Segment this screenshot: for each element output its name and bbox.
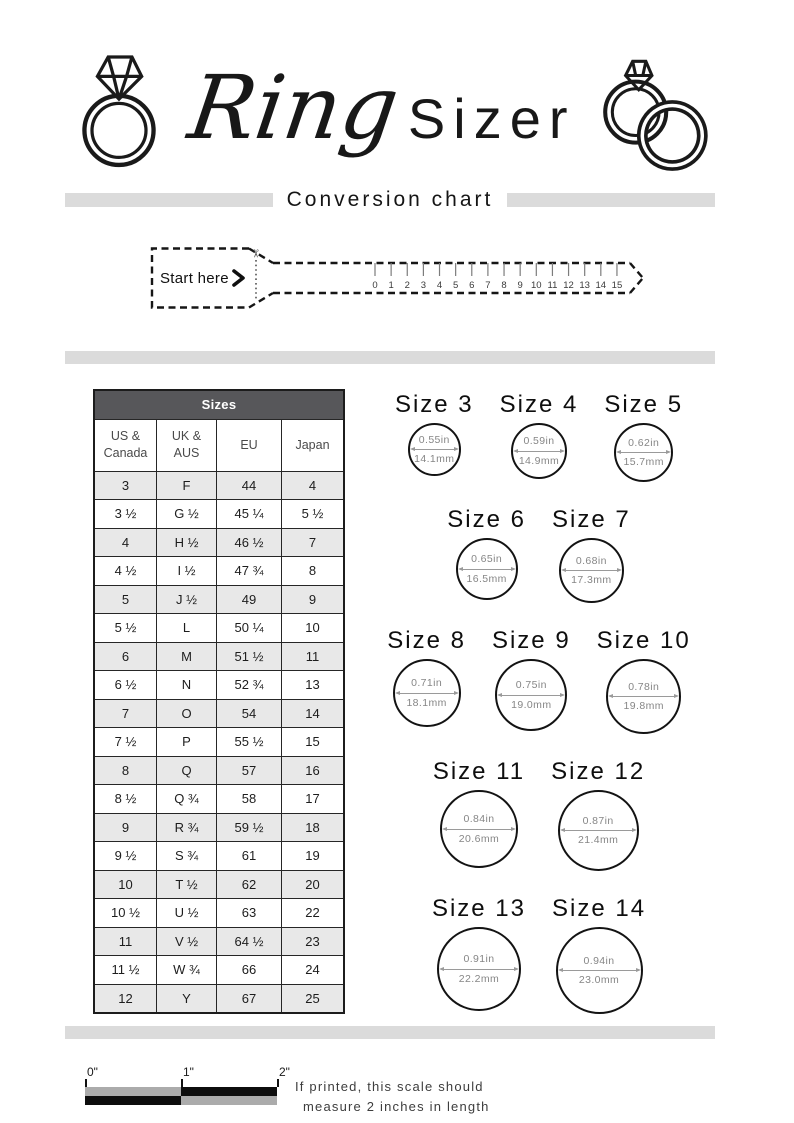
table-cell: 3 ½ <box>94 500 157 529</box>
ruler-ticks <box>372 263 622 291</box>
scale-tick-2 <box>277 1079 279 1087</box>
table-row <box>94 728 344 757</box>
ring-size-circle <box>511 423 567 479</box>
diameter-arrow-icon <box>458 567 516 572</box>
ring-size-label: Size 7 <box>552 506 631 533</box>
size-circle-row <box>363 391 715 482</box>
ruler-number: 2 <box>404 280 410 291</box>
scale-tick-1 <box>181 1079 183 1087</box>
sizer-taper-bottom <box>249 293 273 308</box>
ring-size-item <box>387 627 466 727</box>
table-cell: F <box>157 471 217 500</box>
subtitle-row <box>65 188 715 212</box>
ring-size-item <box>432 895 526 1011</box>
table-cell: 7 <box>282 528 345 557</box>
table-cell: 11 <box>94 927 157 956</box>
diameter-mm: 15.7mm <box>623 456 664 468</box>
table-cell: P <box>157 728 217 757</box>
ring-size-circle <box>556 927 643 1014</box>
diameter-arrow-icon <box>442 827 516 832</box>
ring-size-circle <box>408 423 461 476</box>
note-line-2: measure 2 inches in length <box>303 1098 490 1114</box>
table-cell: 5 ½ <box>282 500 345 529</box>
print-scale <box>85 1065 715 1116</box>
table-cell: 59 ½ <box>217 813 282 842</box>
table-cell: 49 <box>217 585 282 614</box>
table-row <box>94 500 344 529</box>
ring-size-circle <box>606 659 681 734</box>
ring-size-item <box>552 506 631 603</box>
table-row <box>94 557 344 586</box>
ring-size-label: Size 13 <box>431 895 526 922</box>
ring-size-label: Size 9 <box>491 627 571 654</box>
table-cell: G ½ <box>157 500 217 529</box>
ruler-number: 15 <box>611 280 623 291</box>
ring-size-item <box>433 758 525 868</box>
table-cell: 45 ¼ <box>217 500 282 529</box>
table-cell: T ½ <box>157 870 217 899</box>
table-cell: 20 <box>282 870 345 899</box>
table-cell: 17 <box>282 785 345 814</box>
subtitle-bar-right <box>507 193 715 207</box>
table-cell: 58 <box>217 785 282 814</box>
table-row <box>94 956 344 985</box>
ring-size-circle <box>614 423 673 482</box>
title-text: Sizer <box>407 87 576 150</box>
table-cell: 14 <box>282 699 345 728</box>
table-cell: 7 ½ <box>94 728 157 757</box>
table-cell: 5 <box>94 585 157 614</box>
ring-size-label: Size 10 <box>596 627 691 654</box>
diameter-inches: 0.78in <box>628 680 660 693</box>
table-cell: 15 <box>282 728 345 757</box>
table-row <box>94 899 344 928</box>
table-cell: L <box>157 614 217 643</box>
table-cell: I ½ <box>157 557 217 586</box>
ring-size-label: Size 6 <box>447 506 526 533</box>
table-cell: 67 <box>217 984 282 1013</box>
ring-size-item <box>492 627 571 731</box>
title-script: Ring <box>183 56 406 159</box>
table-cell: 24 <box>282 956 345 985</box>
ruler-number: 0 <box>372 280 378 291</box>
table-cell: Q ¾ <box>157 785 217 814</box>
table-cell: 50 ¼ <box>217 614 282 643</box>
diameter-mm: 19.8mm <box>623 700 664 712</box>
table-row <box>94 785 344 814</box>
table-cell: 52 ¾ <box>217 671 282 700</box>
diameter-inches: 0.68in <box>575 554 607 567</box>
table-cell: 6 <box>94 642 157 671</box>
scale-label-1in: 1" <box>183 1065 194 1079</box>
diameter-arrow-icon <box>561 568 622 573</box>
chevron-right-icon <box>234 271 243 285</box>
table-cell: J ½ <box>157 585 217 614</box>
table-cell: 54 <box>217 699 282 728</box>
table-header-row <box>94 419 344 471</box>
table-cell: W ¾ <box>157 956 217 985</box>
diameter-inches: 0.84in <box>463 813 495 826</box>
diameter-mm: 22.2mm <box>458 972 500 985</box>
table-cell: 63 <box>217 899 282 928</box>
ruler-number: 10 <box>531 280 542 291</box>
interlocked-rings-icon <box>593 43 715 173</box>
table-cell: 44 <box>217 471 282 500</box>
diameter-mm: 14.1mm <box>414 453 455 465</box>
scale-segment <box>181 1087 277 1096</box>
scale-bar <box>85 1087 277 1105</box>
scale-segment <box>181 1096 277 1105</box>
col-us-canada: US & Canada <box>94 419 157 471</box>
table-cell: 10 ½ <box>94 899 157 928</box>
diameter-mm: 19.0mm <box>511 698 552 711</box>
diameter-arrow-icon <box>410 447 459 452</box>
table-cell: 66 <box>217 956 282 985</box>
table-cell: H ½ <box>157 528 217 557</box>
table-cell: 57 <box>217 756 282 785</box>
table-row <box>94 984 344 1013</box>
diameter-inches: 0.55in <box>418 433 450 446</box>
table-cell: 16 <box>282 756 345 785</box>
ring-sizer-tool <box>150 246 715 315</box>
ruler-number: 4 <box>436 280 443 291</box>
table-cell: R ¾ <box>157 813 217 842</box>
table-cell: 8 <box>282 557 345 586</box>
scale-label-2in: 2" <box>279 1065 290 1079</box>
size-circle-row <box>363 506 715 603</box>
table-cell: 8 ½ <box>94 785 157 814</box>
ruler-number: 6 <box>469 280 475 291</box>
diameter-inches: 0.87in <box>582 814 614 827</box>
diameter-arrow-icon <box>608 694 679 699</box>
ruler-number: 9 <box>517 280 523 291</box>
ruler-number: 13 <box>579 280 590 291</box>
ring-size-label: Size 14 <box>552 895 647 922</box>
ring-size-circle <box>559 538 624 603</box>
diameter-inches: 0.94in <box>583 954 615 967</box>
diameter-mm: 17.3mm <box>571 574 612 586</box>
table-row <box>94 842 344 871</box>
diameter-mm: 14.9mm <box>518 454 560 467</box>
diameter-inches: 0.65in <box>471 553 503 566</box>
ring-size-circle <box>558 790 639 871</box>
ruler-number: 14 <box>595 280 607 291</box>
table-cell: 11 <box>282 642 345 671</box>
table-cell: 4 <box>94 528 157 557</box>
ring-size-label: Size 12 <box>551 758 646 785</box>
table-row <box>94 614 344 643</box>
sizer-arrow-tip <box>630 263 643 293</box>
table-cell: 8 <box>94 756 157 785</box>
ring-size-label: Size 3 <box>394 391 474 418</box>
table-cell: N <box>157 671 217 700</box>
size-conversion-table <box>93 389 345 1014</box>
ring-size-label: Size 5 <box>604 391 684 418</box>
divider-bar-top <box>65 351 715 364</box>
ring-size-item <box>597 627 691 734</box>
header <box>65 34 715 182</box>
table-cell: 22 <box>282 899 345 928</box>
table-cell: S ¾ <box>157 842 217 871</box>
scale-assembly <box>85 1065 290 1107</box>
diameter-mm: 20.6mm <box>458 832 500 845</box>
diameter-mm: 18.1mm <box>406 696 447 709</box>
note-line-1: If printed, this scale should <box>295 1079 484 1094</box>
ring-size-circle <box>456 538 518 600</box>
diameter-arrow-icon <box>395 691 459 696</box>
divider-bar-bottom <box>65 1026 715 1039</box>
table-row <box>94 870 344 899</box>
table-row <box>94 642 344 671</box>
table-cell: 11 ½ <box>94 956 157 985</box>
ring-size-item <box>552 895 646 1014</box>
ring-sizer-drawing <box>150 246 645 310</box>
table-cell: Q <box>157 756 217 785</box>
scale-tick-0 <box>85 1079 87 1087</box>
table-cell: 13 <box>282 671 345 700</box>
table-cell: 55 ½ <box>217 728 282 757</box>
table-cell: 46 ½ <box>217 528 282 557</box>
ring-size-circle <box>437 927 521 1011</box>
table-cell: 19 <box>282 842 345 871</box>
main-content <box>65 389 715 1014</box>
table-cell: 4 ½ <box>94 557 157 586</box>
ruler-number: 12 <box>563 280 574 291</box>
table-cell: 23 <box>282 927 345 956</box>
table-cell: 10 <box>94 870 157 899</box>
scale-segment <box>85 1096 181 1105</box>
table-row <box>94 528 344 557</box>
ruler-number: 1 <box>388 280 394 291</box>
table-cell: 62 <box>217 870 282 899</box>
subtitle-bar-left <box>65 193 273 207</box>
table-row <box>94 699 344 728</box>
table-row <box>94 813 344 842</box>
table-cell: 10 <box>282 614 345 643</box>
table-cell: 64 ½ <box>217 927 282 956</box>
diameter-mm: 21.4mm <box>577 834 619 846</box>
diameter-arrow-icon <box>616 450 671 455</box>
page <box>65 0 715 1116</box>
col-japan: Japan <box>282 419 345 471</box>
ring-size-item <box>500 391 579 479</box>
ring-size-circle <box>440 790 518 868</box>
diameter-arrow-icon <box>558 968 641 973</box>
scale-label-0in: 0" <box>87 1065 98 1079</box>
ring-size-label: Size 4 <box>499 391 579 418</box>
print-scale-note <box>295 1065 490 1116</box>
diameter-mm: 23.0mm <box>578 974 620 986</box>
table-cell: 51 ½ <box>217 642 282 671</box>
table-cell: 7 <box>94 699 157 728</box>
diameter-inches: 0.59in <box>523 435 555 448</box>
ruler-number: 7 <box>485 280 491 291</box>
ring-size-circle <box>495 659 567 731</box>
ruler-number: 5 <box>453 280 459 291</box>
size-circle-row <box>363 895 715 1014</box>
scissors-icon: ✂ <box>249 249 261 259</box>
table-cell: U ½ <box>157 899 217 928</box>
table-cell: 3 <box>94 471 157 500</box>
diameter-arrow-icon <box>497 693 565 698</box>
ruler-number: 8 <box>501 280 507 291</box>
table-cell: 9 <box>282 585 345 614</box>
table-cell: 18 <box>282 813 345 842</box>
table-cell: M <box>157 642 217 671</box>
table-row <box>94 471 344 500</box>
diameter-mm: 16.5mm <box>466 572 507 585</box>
table-row <box>94 671 344 700</box>
scale-segment <box>85 1087 181 1096</box>
table-cell: 9 <box>94 813 157 842</box>
ring-size-item <box>551 758 645 871</box>
size-circle-row <box>363 627 715 734</box>
diameter-arrow-icon <box>439 967 519 972</box>
table-cell: 61 <box>217 842 282 871</box>
size-circle-row <box>363 758 715 871</box>
ruler-number: 11 <box>547 280 558 291</box>
size-circles <box>345 389 715 1014</box>
diameter-inches: 0.71in <box>411 677 443 690</box>
table-cell: O <box>157 699 217 728</box>
table-cell: 47 ¾ <box>217 557 282 586</box>
table-cell: 5 ½ <box>94 614 157 643</box>
table-cell: 6 ½ <box>94 671 157 700</box>
table-cell: 12 <box>94 984 157 1013</box>
table-cell: 9 ½ <box>94 842 157 871</box>
ruler-number: 3 <box>420 280 427 291</box>
subtitle: Conversion chart <box>286 188 494 211</box>
ring-size-item <box>447 506 526 600</box>
start-here-label: Start here <box>160 270 229 287</box>
diameter-inches: 0.91in <box>463 953 495 966</box>
table-cell: V ½ <box>157 927 217 956</box>
col-uk-aus: UK & AUS <box>157 419 217 471</box>
ring-size-label: Size 8 <box>387 627 466 654</box>
table-cell: 25 <box>282 984 345 1013</box>
diameter-arrow-icon <box>560 828 637 833</box>
table-cell: Y <box>157 984 217 1013</box>
table-row <box>94 756 344 785</box>
col-eu: EU <box>217 419 282 471</box>
ring-size-circle <box>393 659 461 727</box>
diameter-arrow-icon <box>513 449 565 454</box>
size-table-body <box>94 471 344 1013</box>
table-title: Sizes <box>94 390 344 419</box>
page-title <box>173 56 593 159</box>
table-row <box>94 585 344 614</box>
table-cell: 4 <box>282 471 345 500</box>
ring-size-item <box>395 391 474 476</box>
table-row <box>94 927 344 956</box>
diamond-ring-icon <box>65 44 173 171</box>
diameter-inches: 0.62in <box>628 436 660 449</box>
ring-size-item <box>604 391 683 482</box>
diameter-inches: 0.75in <box>515 679 547 692</box>
ring-size-label: Size 11 <box>432 758 526 785</box>
